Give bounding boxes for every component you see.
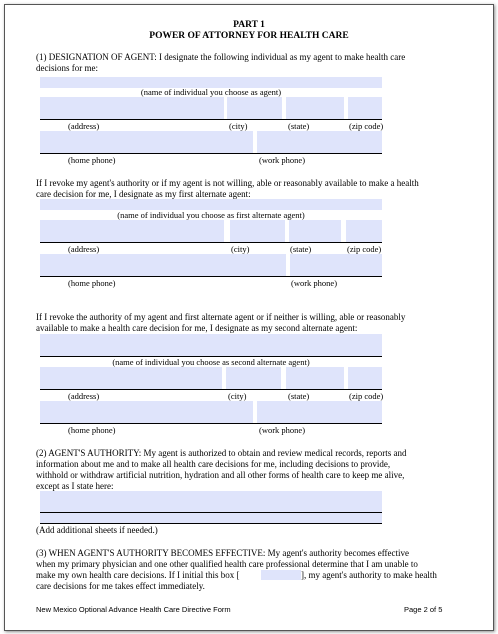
- footer-form-name: New Mexico Optional Advance Health Care Directive Form: [36, 605, 231, 614]
- first-alt-phone-line: [40, 276, 382, 277]
- agent-zip-field[interactable]: [348, 97, 382, 119]
- agent-name-label: (name of individual you choose as agent): [140, 87, 282, 97]
- second-alt-work-phone-field[interactable]: [257, 401, 382, 423]
- second-alt-name-field[interactable]: [40, 334, 382, 356]
- part-heading: PART 1: [233, 20, 265, 30]
- second-alt-address-field[interactable]: [40, 367, 222, 389]
- first-alt-state-label: (state): [290, 244, 312, 254]
- agent-work-phone-label: (work phone): [259, 155, 306, 165]
- authority-limits-line-2: [40, 523, 382, 524]
- authority-limits-field-2[interactable]: [40, 513, 382, 523]
- initial-box-field[interactable]: [261, 570, 301, 580]
- agent-home-phone-field[interactable]: [40, 131, 253, 153]
- first-alt-address-label: (address): [68, 244, 100, 254]
- agent-address-line: [40, 119, 382, 120]
- section1-intro-line2: decisions for me:: [36, 63, 98, 73]
- footer-page-number: Page 2 of 5: [404, 605, 443, 614]
- second-alt-city-label: (city): [228, 391, 247, 401]
- second-alt-zip-label: (zip code): [349, 391, 384, 401]
- first-alt-name-label: (name of individual you choose as first alternate agent): [117, 210, 305, 220]
- section1-intro-line1: (1) DESIGNATION OF AGENT: I designate the following individual as my agent to make health care: [36, 52, 406, 62]
- section2-line2: information about me and to make all health care decisions for me, including decisions to provide,: [36, 459, 391, 469]
- second-alt-home-phone-label: (home phone): [68, 425, 116, 435]
- authority-limits-field-1[interactable]: [40, 491, 382, 512]
- additional-sheets-note: (Add additional sheets if needed.): [36, 525, 158, 535]
- first-alt-zip-label: (zip code): [347, 244, 382, 254]
- agent-home-phone-label: (home phone): [68, 155, 116, 165]
- first-alt-work-phone-label: (work phone): [291, 278, 338, 288]
- second-alt-name-label: (name of individual you choose as second alternate agent): [112, 357, 310, 367]
- second-alt-intro-line1: If I revoke the authority of my agent and first alternate agent or if neither is willing, able or reasonably: [36, 312, 406, 322]
- second-alt-city-field[interactable]: [226, 367, 281, 389]
- page-title: POWER OF ATTORNEY FOR HEALTH CARE: [149, 31, 349, 41]
- section3-line3-before: make my own health care decisions. If I initial this box [: [36, 570, 240, 580]
- section3-line1: (3) WHEN AGENT'S AUTHORITY BECOMES EFFECTIVE: My agent's authority becomes effective: [36, 548, 410, 558]
- first-alt-zip-field[interactable]: [346, 220, 382, 242]
- second-alt-state-field[interactable]: [286, 367, 344, 389]
- first-alt-intro-line2: care decision for me, I designate as my first alternate agent:: [36, 189, 251, 199]
- second-alt-work-phone-label: (work phone): [259, 425, 306, 435]
- first-alt-address-line: [40, 242, 382, 243]
- first-alt-name-field[interactable]: [40, 199, 382, 210]
- first-alt-state-field[interactable]: [289, 220, 341, 242]
- agent-address-label: (address): [68, 121, 100, 131]
- section3-line4: care decisions for me takes effect immediately.: [36, 581, 205, 591]
- first-alt-home-phone-field[interactable]: [40, 254, 286, 276]
- agent-address-field[interactable]: [40, 97, 224, 119]
- second-alt-zip-field[interactable]: [348, 367, 382, 389]
- first-alt-work-phone-field[interactable]: [290, 254, 382, 276]
- section2-line3: withhold or withdraw artificial nutrition, hydration and all other forms of health care to keep me alive,: [36, 470, 405, 480]
- second-alt-phone-line: [40, 423, 382, 424]
- first-alt-intro-line1: If I revoke my agent's authority or if my agent is not willing, able or reasonably available to make a health: [36, 178, 419, 188]
- first-alt-home-phone-label: (home phone): [68, 278, 116, 288]
- section3-line3-after: ], my agent's authority to make health: [301, 570, 437, 580]
- agent-city-field[interactable]: [227, 97, 282, 119]
- agent-work-phone-field[interactable]: [257, 131, 382, 153]
- first-alt-city-label: (city): [231, 244, 250, 254]
- second-alt-address-line: [40, 389, 382, 390]
- second-alt-home-phone-field[interactable]: [40, 401, 253, 423]
- second-alt-intro-line2: available to make a health care decision for me, I designate as my second alternate agent:: [36, 323, 358, 333]
- agent-city-label: (city): [229, 121, 248, 131]
- first-alt-city-field[interactable]: [230, 220, 285, 242]
- agent-state-field[interactable]: [286, 97, 344, 119]
- second-alt-address-label: (address): [68, 391, 100, 401]
- section3-line2: when my primary physician and one other qualified health care professional determine that I am unable to: [36, 559, 418, 569]
- section2-line4: except as I state here:: [36, 481, 114, 491]
- agent-state-label: (state): [288, 121, 310, 131]
- second-alt-state-label: (state): [288, 391, 310, 401]
- agent-phone-line: [40, 153, 382, 154]
- agent-zip-label: (zip code): [349, 121, 384, 131]
- section2-line1: (2) AGENT'S AUTHORITY: My agent is authorized to obtain and review medical records, reports and: [36, 448, 407, 458]
- first-alt-address-field[interactable]: [40, 220, 224, 242]
